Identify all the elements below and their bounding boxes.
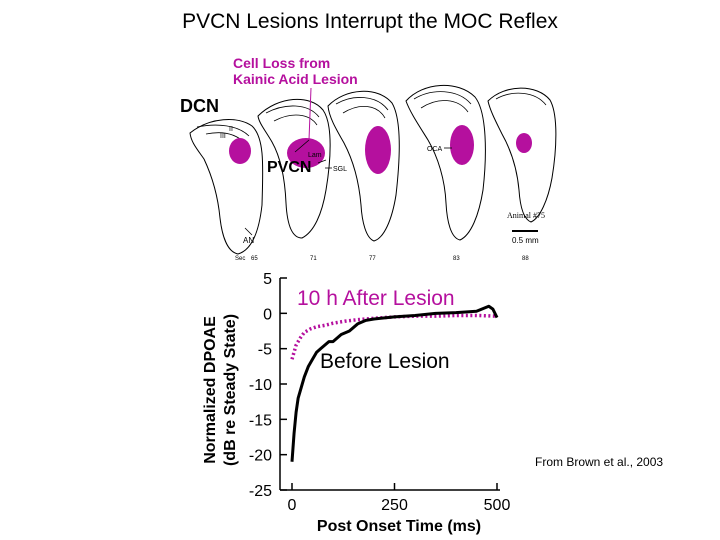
animal-label: Animal #75 bbox=[507, 211, 545, 220]
callout-pointer-line bbox=[309, 88, 311, 140]
section-77-inner-line bbox=[336, 97, 388, 110]
callout-line-2: Kainic Acid Lesion bbox=[233, 71, 358, 87]
x-tick-label: 500 bbox=[483, 497, 511, 514]
series-line-before-lesion bbox=[292, 306, 497, 461]
y-tick-label: 0 bbox=[263, 306, 272, 324]
y-tick-label: -20 bbox=[248, 447, 272, 465]
series-layer bbox=[292, 306, 497, 461]
x-tick-label: 250 bbox=[381, 497, 408, 514]
an-label: AN bbox=[243, 236, 255, 245]
x-tick-label: 0 bbox=[287, 497, 297, 514]
legend-after-lesion: 10 h After Lesion bbox=[297, 287, 455, 310]
lam-label: Lam bbox=[308, 152, 322, 159]
x-ticks bbox=[288, 483, 511, 514]
cochlear-nucleus-diagram bbox=[180, 55, 556, 262]
y-axis-label-line-2: (dB re Steady State) bbox=[222, 313, 239, 467]
sec-label: Sec bbox=[235, 256, 246, 262]
sgl-label: SGL bbox=[333, 166, 348, 173]
oca-label: OCA bbox=[427, 146, 443, 153]
y-tick-label: 5 bbox=[263, 271, 272, 288]
lesion-section-77 bbox=[365, 126, 391, 174]
section-88-outline bbox=[488, 88, 556, 222]
callout-line-1: Cell Loss from bbox=[233, 55, 331, 71]
layer-label-ii: II bbox=[229, 126, 233, 133]
section-number-83: 83 bbox=[453, 256, 460, 262]
an-pointer-line bbox=[245, 228, 252, 235]
x-axis-label: Post Onset Time (ms) bbox=[316, 518, 482, 535]
section-number-65: 65 bbox=[251, 256, 258, 262]
y-axis-label-line-1: Normalized DPOAE bbox=[202, 316, 219, 464]
section-71-inner-line-2 bbox=[274, 115, 317, 125]
section-83-outline bbox=[406, 85, 485, 240]
y-tick-label: -10 bbox=[248, 377, 272, 394]
legend-before-lesion: Before Lesion bbox=[320, 350, 450, 373]
lesion-section-83 bbox=[450, 125, 474, 165]
dpoae-chart bbox=[202, 271, 510, 535]
lesion-section-88 bbox=[516, 133, 532, 153]
y-tick-label: -25 bbox=[248, 483, 272, 500]
section-88-inner-line bbox=[496, 93, 546, 105]
section-77-inner-line-2 bbox=[343, 106, 385, 118]
y-tick-label: -5 bbox=[257, 341, 272, 359]
lesion-section-65 bbox=[229, 138, 251, 164]
section-number-71: 71 bbox=[310, 256, 317, 262]
dcn-label: DCN bbox=[180, 96, 219, 116]
y-tick-label: -15 bbox=[248, 412, 272, 430]
layer-label-iii: III bbox=[220, 133, 226, 140]
pvcn-label: PVCN bbox=[267, 159, 312, 176]
section-number-77: 77 bbox=[369, 256, 376, 262]
section-65-outline bbox=[190, 120, 263, 254]
section-83-inner-line-2 bbox=[421, 101, 468, 112]
section-83-inner-line bbox=[414, 92, 471, 104]
y-ticks bbox=[249, 271, 287, 500]
source-credit: From Brown et al., 2003 bbox=[535, 455, 664, 469]
slide-title: PVCN Lesions Interrupt the MOC Reflex bbox=[182, 10, 558, 33]
scale-label: 0.5 mm bbox=[512, 236, 539, 245]
section-number-88: 88 bbox=[522, 256, 529, 262]
